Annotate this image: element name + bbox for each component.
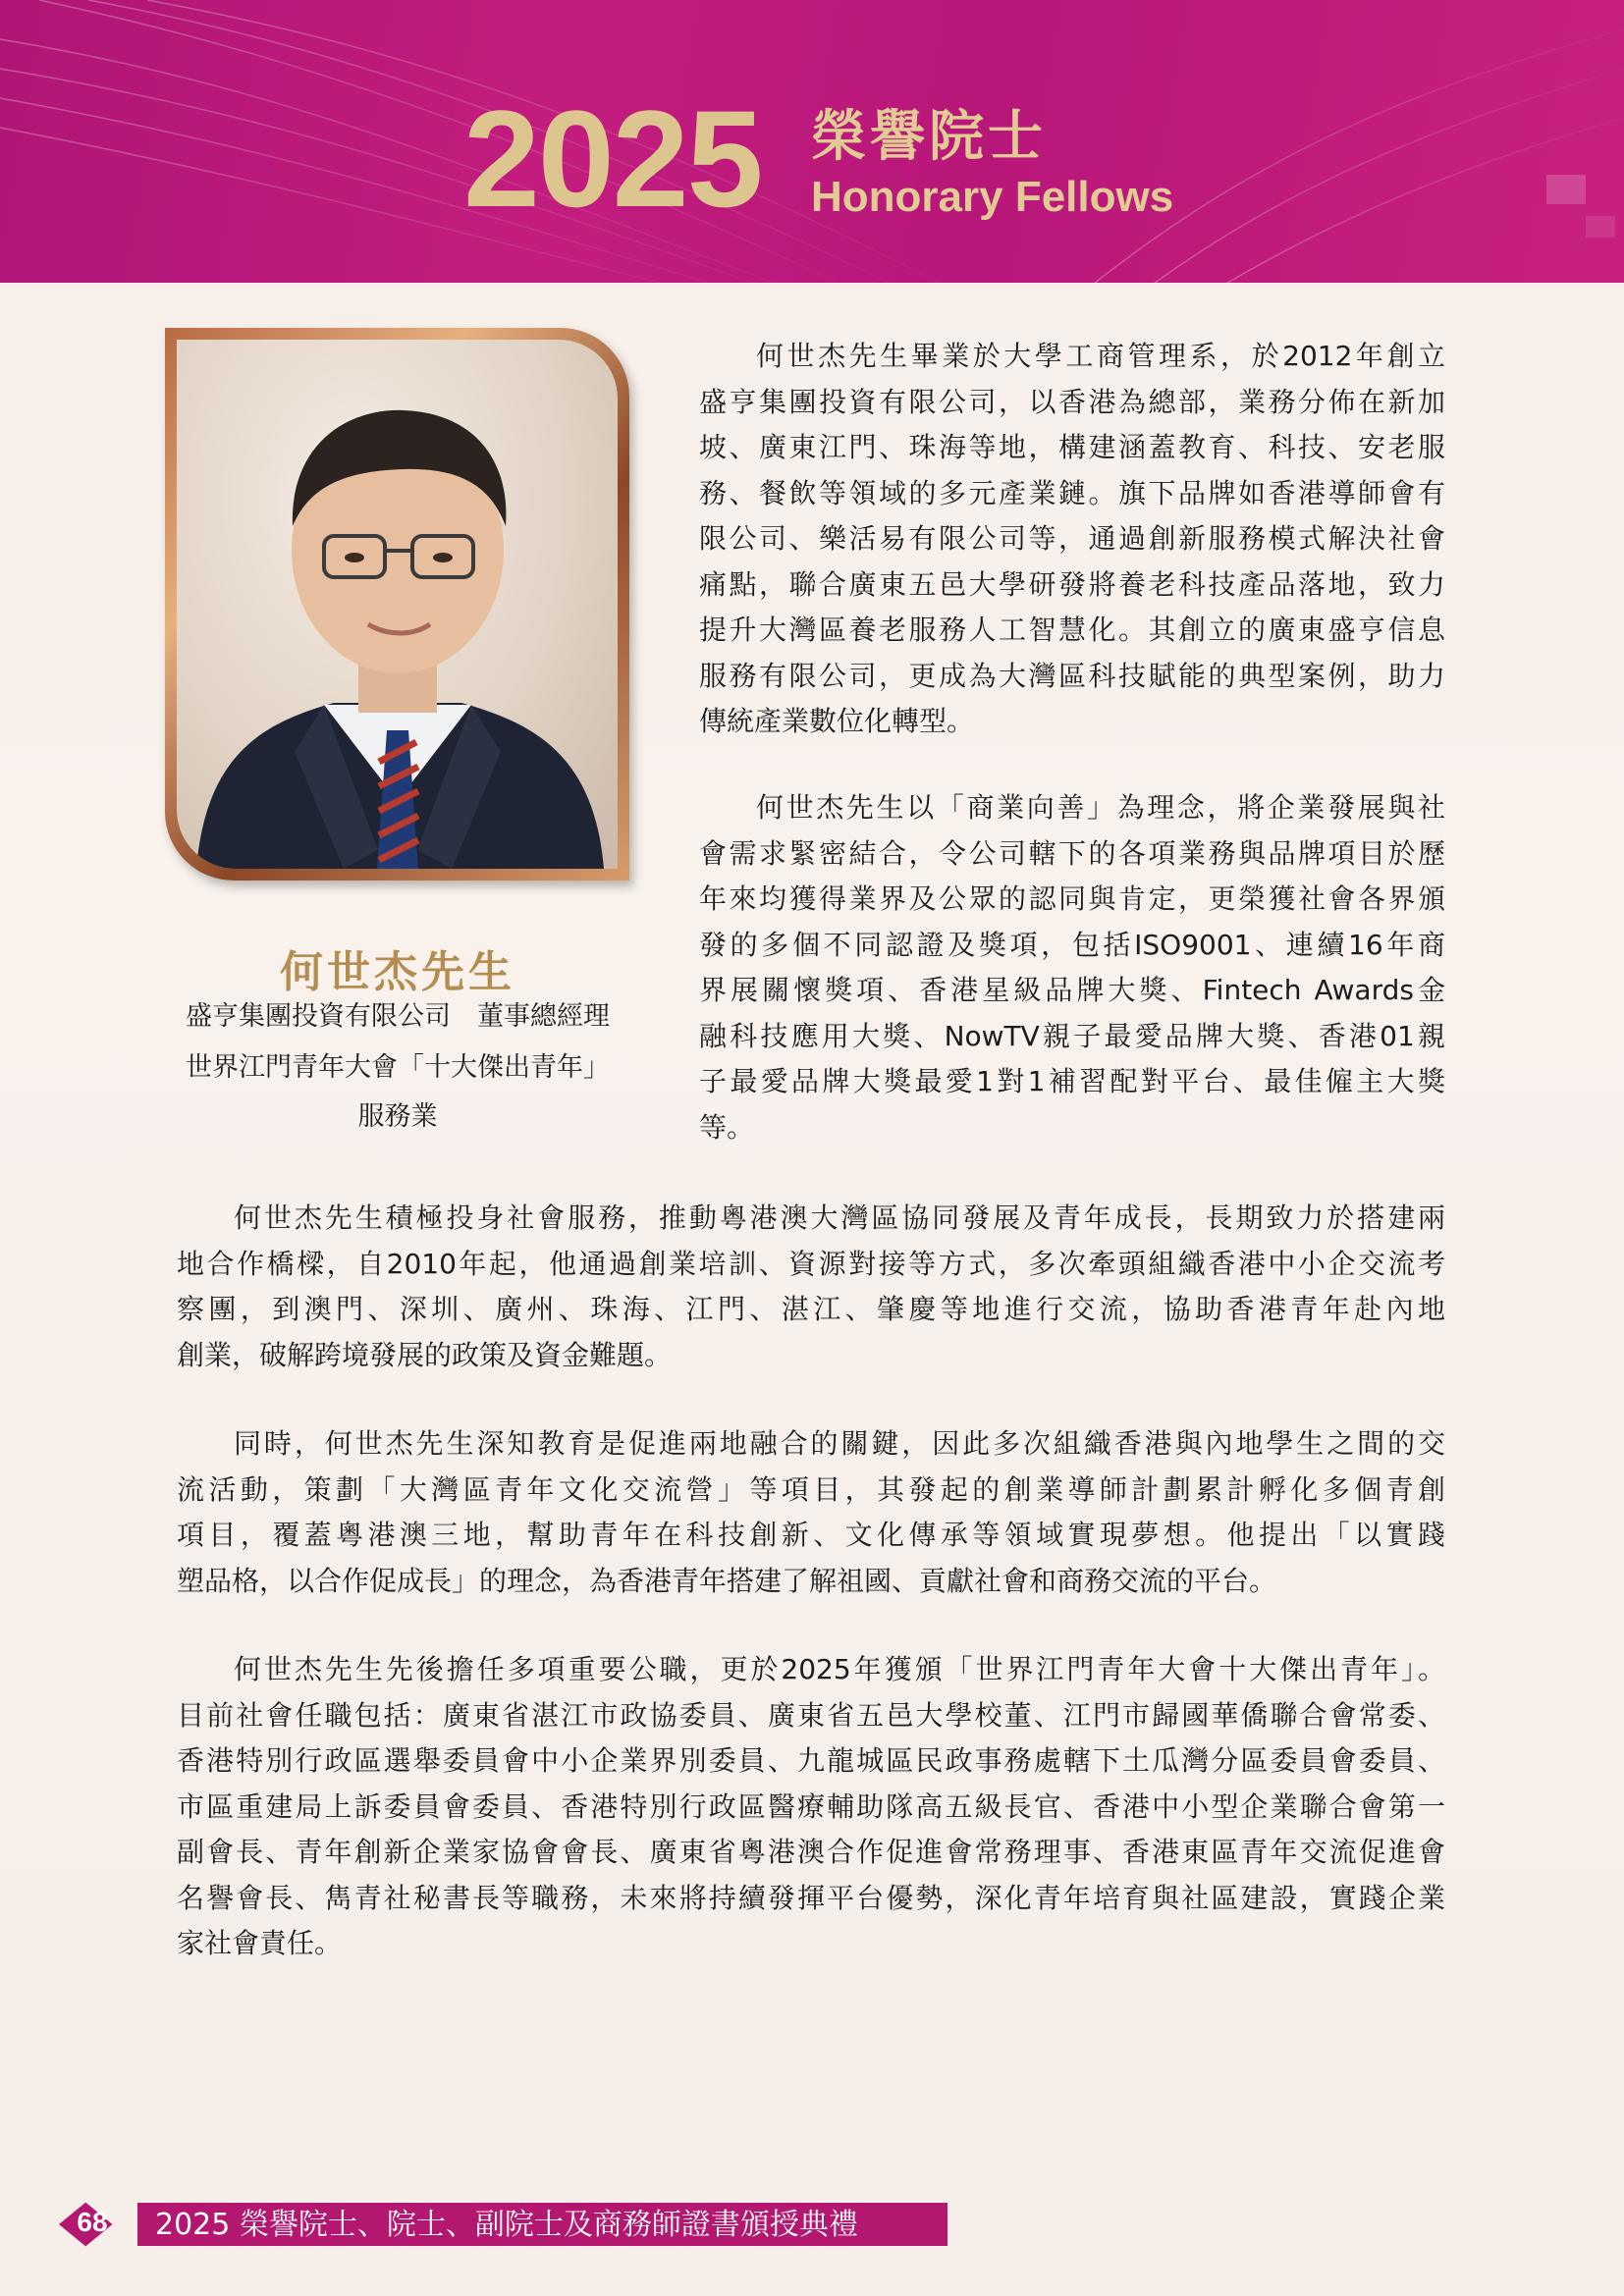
text-line: 何世杰先生畢業於大學工商管理系，於2012年創立 bbox=[756, 340, 1445, 372]
text-line: 同時，何世杰先生深知教育是促進兩地融合的關鍵，因此多次組織香港與內地學生之間的交 bbox=[234, 1427, 1445, 1460]
text-line: 傳統產業數位化轉型。 bbox=[699, 705, 975, 737]
text-line: 坡、廣東江門、珠海等地，構建涵蓋教育、科技、安老服 bbox=[699, 431, 1445, 463]
person-name: 何世杰先生 bbox=[280, 947, 515, 997]
paragraph-5 bbox=[177, 1647, 1445, 1967]
person-role-2: 世界江門青年大會「十大傑出青年」 bbox=[186, 1052, 610, 1083]
text-line: 項目，覆蓋粵港澳三地，幫助青年在科技創新、文化傳承等領域實現夢想。他提出「以實踐 bbox=[177, 1519, 1445, 1551]
text-line: 家社會責任。 bbox=[177, 1927, 343, 1959]
page-number: 68 bbox=[77, 2207, 108, 2237]
decorative-square bbox=[1586, 216, 1615, 238]
text-line: 提升大灣區養老服務人工智慧化。其創立的廣東盛亨信息 bbox=[699, 614, 1445, 646]
text-line: 市區重建局上訴委員會委員、香港特別行政區醫療輔助隊高五級長官、香港中小型企業聯合會第一 bbox=[177, 1789, 1445, 1823]
portrait-illustration bbox=[177, 340, 618, 869]
paragraph-4 bbox=[177, 1421, 1445, 1604]
text-line: 等。 bbox=[699, 1110, 755, 1144]
text-line: 服務有限公司，更成為大灣區科技賦能的典型案例，助力 bbox=[699, 659, 1445, 692]
paragraph-2 bbox=[699, 785, 1445, 1150]
text-line: 發的多個不同認證及獎項，包括ISO9001、連續16年商 bbox=[699, 928, 1445, 961]
page-footer bbox=[59, 2197, 893, 2252]
text-line: 盛亨集團投資有限公司，以香港為總部，業務分佈在新加 bbox=[699, 385, 1445, 418]
footer-title: 2025 榮譽院士、院士、副院士及商務師證書頒授典禮 bbox=[155, 2208, 858, 2242]
header-title-cn: 榮譽院士 bbox=[811, 105, 1047, 169]
paragraph-3 bbox=[177, 1196, 1445, 1378]
text-line: 創業，破解跨境發展的政策及資金難題。 bbox=[177, 1338, 673, 1371]
decorative-square bbox=[1546, 175, 1586, 204]
text-line: 地合作橋樑，自2010年起，他通過創業培訓、資源對接等方式，多次牽頭組織香港中小企交流考 bbox=[177, 1247, 1445, 1280]
text-line: 流活動，策劃「大灣區青年文化交流營」等項目，其發起的創業導師計劃累計孵化多個青創 bbox=[177, 1472, 1445, 1506]
text-line: 目前社會任職包括：廣東省湛江市政協委員、廣東省五邑大學校董、江門市歸國華僑聯合會常委、 bbox=[177, 1698, 1445, 1732]
header-year: 2025 bbox=[463, 81, 762, 236]
text-line: 香港特別行政區選舉委員會中小企業界別委員、九龍城區民政事務處轄下土瓜灣分區委員會委員、 bbox=[177, 1744, 1445, 1777]
text-line: 副會長、青年創新企業家協會會長、廣東省粵港澳合作促進會常務理事、香港東區青年交流促進會 bbox=[177, 1836, 1445, 1868]
text-line: 痛點，聯合廣東五邑大學研發將養老科技產品落地，致力 bbox=[699, 567, 1445, 601]
text-line: 限公司、樂活易有限公司等，通過創新服務模式解決社會 bbox=[699, 522, 1445, 555]
header-title-en: Honorary Fellows bbox=[811, 173, 1174, 221]
text-line: 界展關懷獎項、香港星級品牌大獎、Fintech Awards金 bbox=[699, 974, 1445, 1006]
text-line: 務、餐飲等領域的多元產業鏈。旗下品牌如香港導師會有 bbox=[699, 476, 1445, 509]
person-role-3: 服務業 bbox=[357, 1101, 438, 1132]
text-line: 名譽會長、雋青社秘書長等職務，未來將持續發揮平台優勢，深化青年培育與社區建設，實踐企業 bbox=[177, 1881, 1445, 1914]
text-line: 察團，到澳門、深圳、廣州、珠海、江門、湛江、肇慶等地進行交流，協助香港青年赴內地 bbox=[177, 1293, 1445, 1325]
text-line: 融科技應用大獎、NowTV親子最愛品牌大獎、香港01親 bbox=[699, 1019, 1445, 1052]
portrait-photo bbox=[177, 340, 618, 869]
portrait-frame bbox=[165, 328, 629, 881]
text-line: 何世杰先生先後擔任多項重要公職，更於2025年獲頒「世界江門青年大會十大傑出青年」。 bbox=[234, 1653, 1445, 1685]
page-header bbox=[0, 0, 1624, 283]
person-role-1: 盛亨集團投資有限公司 董事總經理 bbox=[186, 1001, 610, 1032]
paragraph-1 bbox=[699, 334, 1445, 745]
text-line: 何世杰先生積極投身社會服務，推動粵港澳大灣區協同發展及青年成長，長期致力於搭建兩 bbox=[234, 1201, 1445, 1234]
text-line: 年來均獲得業界及公眾的認同與肯定，更榮獲社會各界頒 bbox=[699, 882, 1445, 915]
text-line: 會需求緊密結合，令公司轄下的各項業務與品牌項目於歷 bbox=[699, 836, 1445, 870]
text-line: 塑品格，以合作促成長」的理念，為香港青年搭建了解祖國、貢獻社會和商務交流的平台。 bbox=[177, 1564, 1277, 1597]
text-line: 子最愛品牌大獎最愛1對1補習配對平台、最佳僱主大獎 bbox=[699, 1065, 1445, 1097]
text-line: 何世杰先生以「商業向善」為理念，將企業發展與社 bbox=[756, 791, 1445, 824]
